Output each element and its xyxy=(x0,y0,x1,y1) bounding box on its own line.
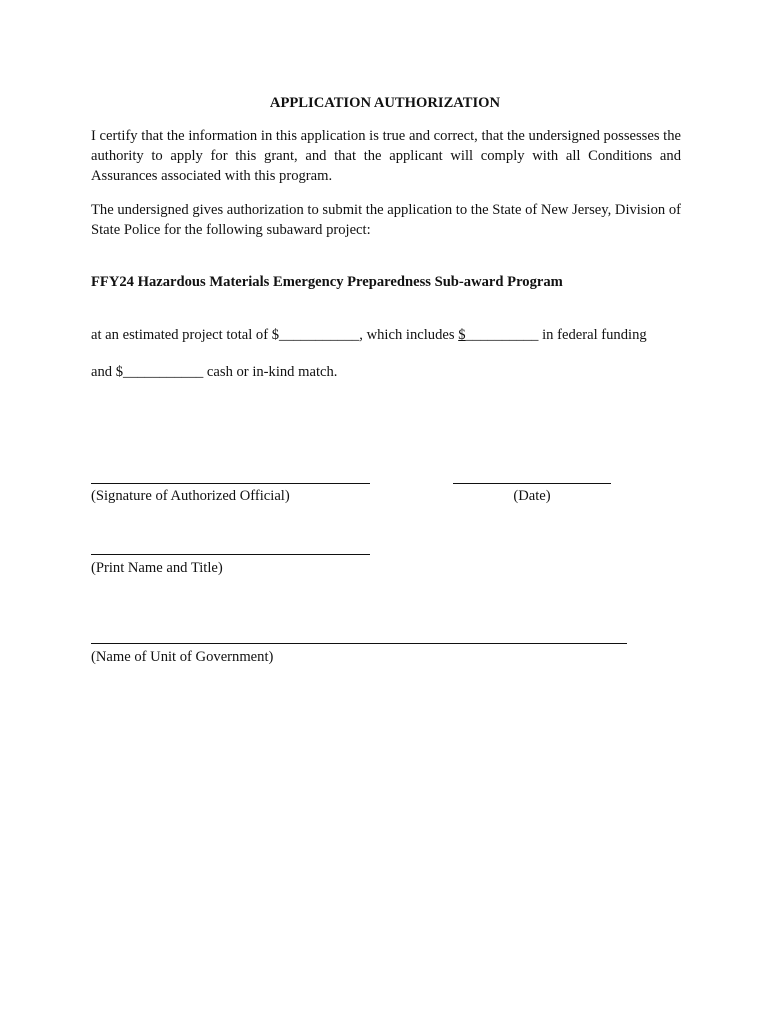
funding-line-1-suffix: __________ in federal funding xyxy=(465,327,647,343)
certification-paragraph: I certify that the information in this application is true and correct, that the undersigned possesses the authority to apply for this grant, and that the applicant will comply with all Conditions and Assurances associated with this program. xyxy=(91,128,681,184)
unit-of-government-line[interactable] xyxy=(91,643,627,644)
official-signature-line[interactable] xyxy=(91,483,370,484)
funding-line-1-prefix: at an estimated project total of $___________, which includes xyxy=(91,327,459,343)
date-label: (Date) xyxy=(513,488,551,504)
funding-line-2: and $___________ cash or in-kind match. xyxy=(91,364,338,380)
program-name: FFY24 Hazardous Materials Emergency Preparedness Sub-award Program xyxy=(91,274,563,290)
authorization-paragraph: The undersigned gives authorization to submit the application to the State of New Jersey, Division of State Police for the following subaward project: xyxy=(91,202,681,238)
page-title: APPLICATION AUTHORIZATION xyxy=(269,95,501,111)
print-name-line[interactable] xyxy=(91,554,370,555)
unit-of-government-label: (Name of Unit of Government) xyxy=(91,649,274,665)
print-name-label: (Print Name and Title) xyxy=(91,560,223,576)
funding-line-1 xyxy=(91,325,647,345)
official-signature-label: (Signature of Authorized Official) xyxy=(91,488,290,504)
funding-line-1-underlined: $ xyxy=(458,327,466,343)
date-line[interactable] xyxy=(453,483,611,484)
